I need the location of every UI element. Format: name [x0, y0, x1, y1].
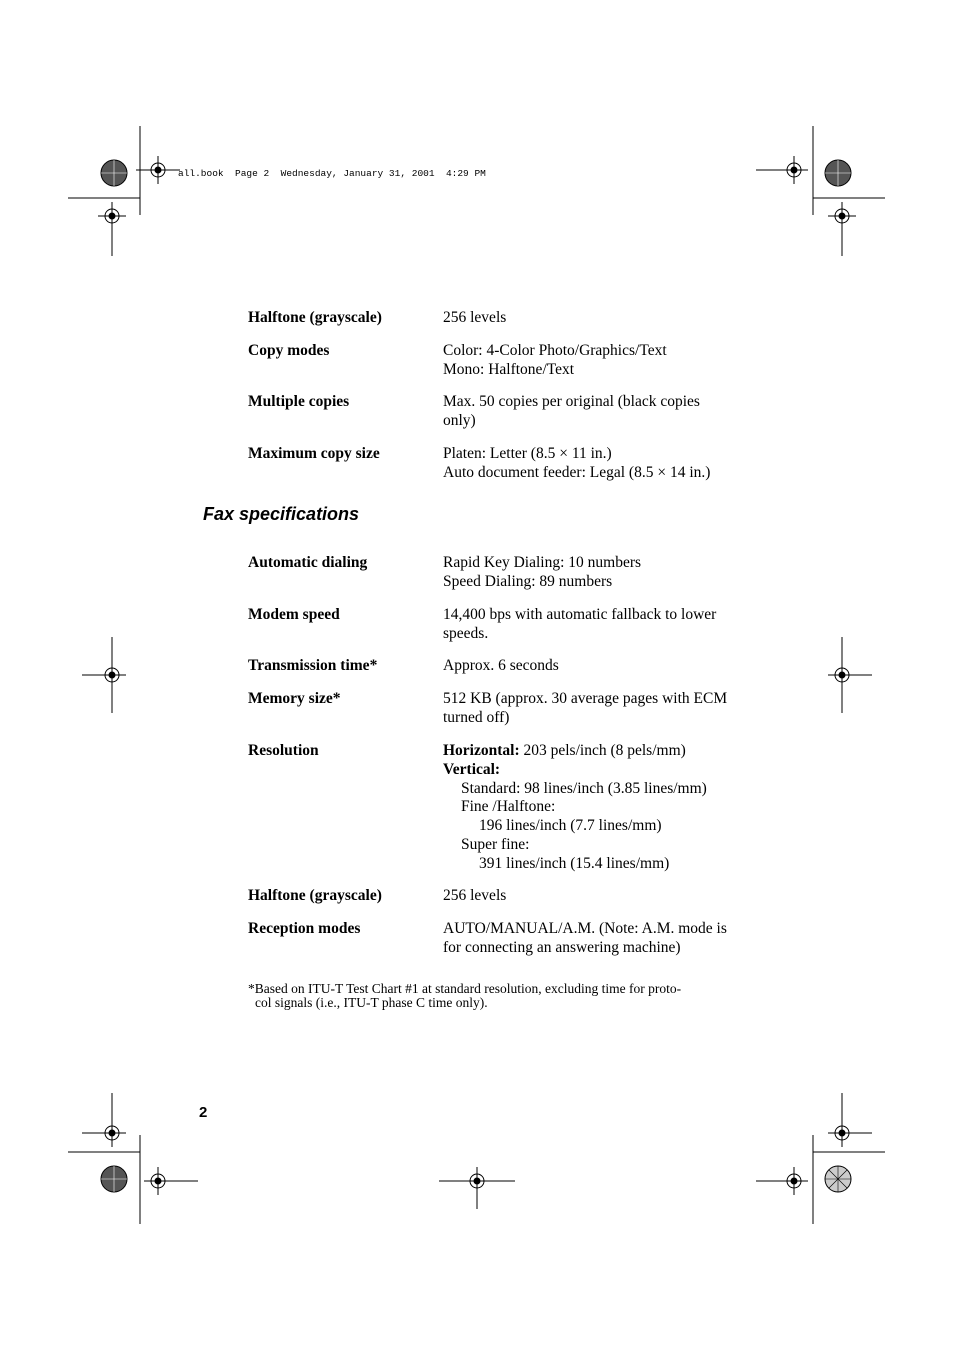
spec-label: Automatic dialing [248, 554, 368, 571]
section-title: Fax specifications [203, 504, 360, 524]
spec-value: Horizontal: 203 pels/inch (8 pels/mm) Vertical: Standard: 98 lines/inch (3.85 lines/mm) Fine /Halftone: 196 lines/inch (7.7 lines/mm) Super fine: 391 lines/inch (15.4 lines/mm) [443, 742, 707, 872]
spec-value: Color: 4-Color Photo/Graphics/Text Mono: Halftone/Text [443, 342, 667, 378]
spec-value: Approx. 6 seconds [443, 657, 559, 674]
footnote: *Based on ITU-T Test Chart #1 at standard resolution, excluding time for proto- col signals (i.e., ITU-T phase C time only). [248, 981, 682, 1010]
spec-label: Memory size* [248, 690, 341, 707]
page-number: 2 [199, 1104, 208, 1121]
spec-value: Max. 50 copies per original (black copies only) [443, 393, 700, 429]
spec-label: Halftone (grayscale) [248, 887, 382, 904]
spec-label: Resolution [248, 742, 319, 759]
spec-value: 256 levels [443, 887, 507, 904]
spec-value: AUTO/MANUAL/A.M. (Note: A.M. mode is for connecting an answering machine) [443, 920, 727, 956]
spec-value: 14,400 bps with automatic fallback to lower speeds. [443, 606, 717, 642]
spec-label: Transmission time* [248, 657, 378, 674]
spec-value: Rapid Key Dialing: 10 numbers Speed Dialing: 89 numbers [443, 554, 642, 590]
print-slug: all.book Page 2 Wednesday, January 31, 2001 4:29 PM [178, 168, 486, 179]
spec-label: Multiple copies [248, 393, 350, 410]
spec-label: Halftone (grayscale) [248, 309, 382, 326]
spec-label: Reception modes [248, 920, 361, 937]
spec-label: Copy modes [248, 342, 330, 359]
spec-value: Platen: Letter (8.5 × 11 in.) Auto document feeder: Legal (8.5 × 14 in.) [443, 445, 711, 481]
spec-label: Modem speed [248, 606, 340, 623]
spec-value: 256 levels [443, 309, 507, 326]
spec-label: Maximum copy size [248, 445, 380, 462]
spec-value: 512 KB (approx. 30 average pages with ECM turned off) [443, 690, 728, 726]
